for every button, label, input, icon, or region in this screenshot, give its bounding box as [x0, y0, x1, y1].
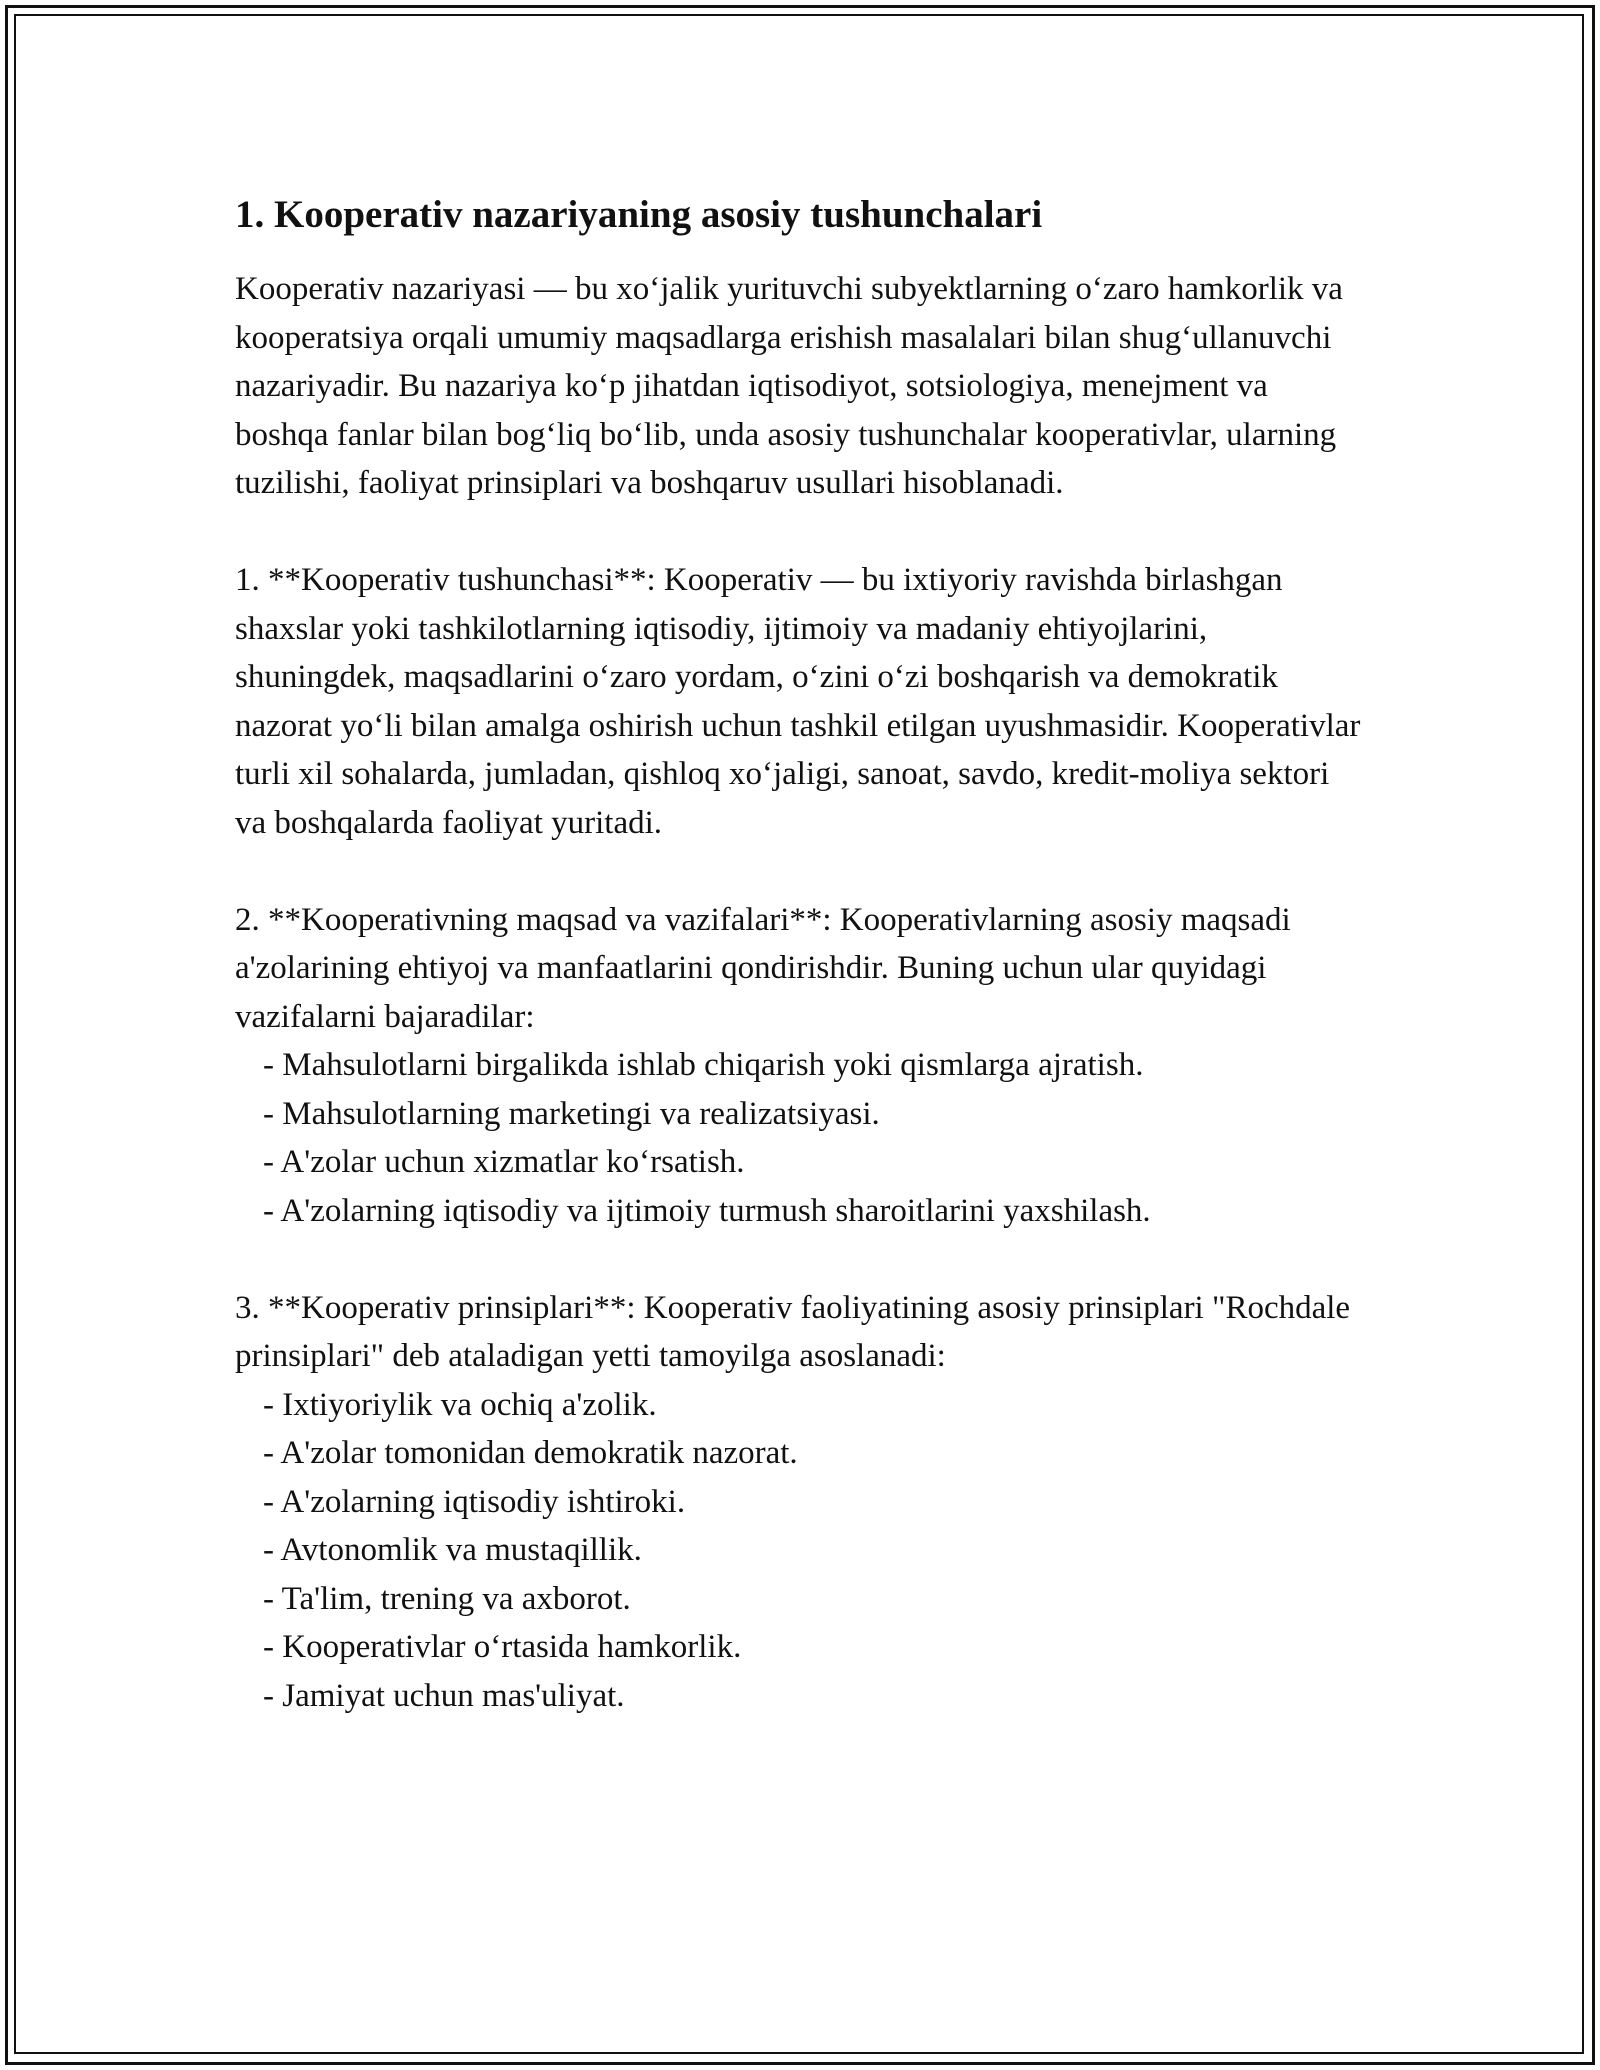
section1-paragraph: 1. **Kooperativ tushunchasi**: Kooperativ — bu ixtiyoriy ravishda birlashgan shaxslar yoki tashkilotlarning iqtisodiy, ijtimoiy va madaniy ehtiyojlarini, shuningdek, maqsadlarini o‘zaro yordam, o‘zini o‘zi boshqarish va demokratik nazorat yo‘li bilan amalga oshirish uchun tashkil etilgan uyushmasidir. Kooperativlar turli xil sohalarda, jumladan, qishloq xo‘jaligi, sanoat, savdo, kredit-moliya sektori va boshqalarda faoliyat yuritadi.: [235, 562, 1361, 841]
list-item: - A'zolarning iqtisodiy ishtiroki.: [263, 1483, 686, 1520]
paragraph-gap: [235, 508, 1365, 557]
document-body: [235, 185, 1365, 1720]
list-item: - Avtonomlik va mustaqillik.: [263, 1532, 642, 1568]
list-item: - A'zolar uchun xizmatlar ko‘rsatish.: [263, 1144, 745, 1180]
list-item: - Jamiyat uchun mas'uliyat.: [263, 1677, 625, 1714]
paragraph-gap: [235, 847, 1365, 896]
list-item: - Mahsulotlarning marketingi va realizatsiyasi.: [263, 1095, 880, 1132]
intro-paragraph: Kooperativ nazariyasi — bu xo‘jalik yurituvchi subyektlarning o‘zaro hamkorlik va kooperatsiya orqali umumiy maqsadlarga erishish masalalari bilan shug‘ullanuvchi nazariyadir. Bu nazariya ko‘p jihatdan iqtisodiyot, sotsiologiya, menejment va boshqa fanlar bilan bog‘liq bo‘lib, unda asosiy tushunchalar kooperativlar, ularning tuzilishi, faoliyat prinsiplari va boshqaruv usullari hisoblanadi.: [235, 271, 1343, 501]
section3-paragraph: 3. **Kooperativ prinsiplari**: Kooperativ faoliyatining asosiy prinsiplari "Rochdale prinsiplari" deb ataladigan yetti tamoyilga asoslanadi:: [235, 1289, 1351, 1374]
list-item: - A'zolar tomonidan demokratik nazorat.: [263, 1435, 798, 1471]
list-item: - Ta'lim, trening va axborot.: [263, 1580, 631, 1617]
list-item: - Ixtiyoriylik va ochiq a'zolik.: [263, 1386, 657, 1423]
list-item: - Kooperativlar o‘rtasida hamkorlik.: [263, 1629, 742, 1665]
list-item: - Mahsulotlarni birgalikda ishlab chiqarish yoki qismlarga ajratish.: [263, 1047, 1144, 1083]
paragraph-gap: [235, 1235, 1365, 1284]
list-item: - A'zolarning iqtisodiy va ijtimoiy turmush sharoitlarini yaxshilash.: [263, 1192, 1151, 1229]
section2-paragraph: 2. **Kooperativning maqsad va vazifalari**: Kooperativlarning asosiy maqsadi a'zolarining ehtiyoj va manfaatlarini qondirishdir. Buning uchun ular quyidagi vazifalarni bajaradilar:: [235, 901, 1291, 1035]
section-heading: 1. Kooperativ nazariyaning asosiy tushunchalari: [235, 193, 1043, 236]
